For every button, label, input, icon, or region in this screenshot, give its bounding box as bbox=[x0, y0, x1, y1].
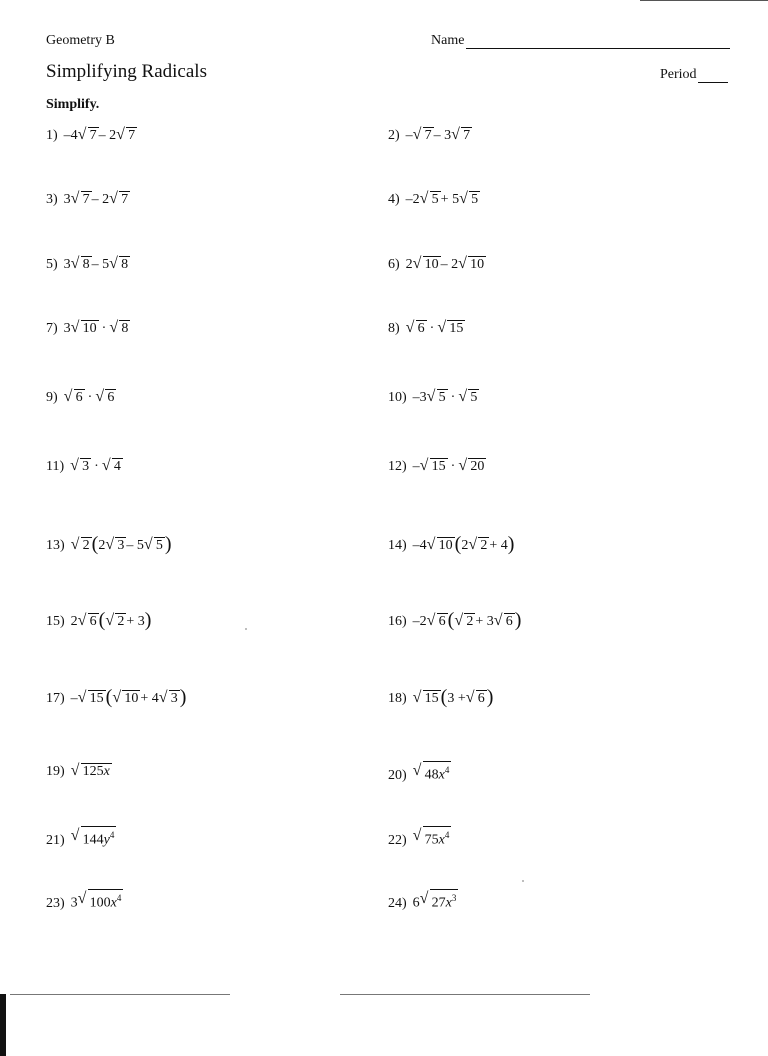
radical bbox=[428, 535, 455, 557]
coefficient: 2 bbox=[461, 538, 469, 553]
radicand: 125x bbox=[82, 764, 110, 779]
radical bbox=[460, 189, 480, 211]
open-paren: ( bbox=[98, 609, 106, 631]
instructions: Simplify. bbox=[46, 97, 100, 112]
radicand: 3 bbox=[82, 459, 90, 474]
coefficient: –4 bbox=[63, 128, 78, 143]
problem-number: 22) bbox=[388, 832, 407, 848]
radical bbox=[103, 456, 123, 478]
radicand: 10 bbox=[438, 538, 453, 553]
problem-18 bbox=[388, 686, 493, 708]
radical bbox=[421, 889, 459, 915]
radicand: 5 bbox=[471, 192, 479, 207]
radical bbox=[72, 826, 117, 852]
problem-23 bbox=[46, 889, 123, 911]
problem-5 bbox=[46, 254, 130, 276]
problem-number: 16) bbox=[388, 614, 407, 629]
radical bbox=[452, 125, 472, 147]
coefficient: –3 bbox=[412, 390, 427, 405]
problem-15 bbox=[46, 609, 151, 631]
radical bbox=[117, 125, 137, 147]
coefficient: 6 bbox=[412, 895, 420, 911]
radicand: 6 bbox=[75, 390, 83, 405]
problem-number: 6) bbox=[388, 257, 400, 272]
problem-16 bbox=[388, 609, 521, 631]
close-paren: ) bbox=[164, 533, 172, 555]
problem-19 bbox=[46, 761, 112, 783]
problem-number: 1) bbox=[46, 128, 58, 143]
radical bbox=[72, 535, 92, 557]
problem-21 bbox=[46, 826, 116, 848]
problem-number: 5) bbox=[46, 257, 58, 272]
coefficient: 3 bbox=[63, 321, 71, 336]
radicand: 7 bbox=[82, 192, 90, 207]
problem-number: 14) bbox=[388, 538, 407, 553]
exponent: 4 bbox=[109, 830, 115, 840]
problem-6 bbox=[388, 254, 486, 276]
operator: · bbox=[101, 321, 107, 336]
radicand: 6 bbox=[89, 614, 97, 629]
close-paren: ) bbox=[514, 609, 522, 631]
radicand: 15 bbox=[431, 459, 446, 474]
radicand: 2 bbox=[117, 614, 125, 629]
operator: – 5 bbox=[126, 538, 144, 553]
problem-number: 21) bbox=[46, 832, 65, 848]
radical bbox=[414, 761, 452, 787]
radical bbox=[145, 535, 165, 557]
radicand: 8 bbox=[121, 257, 129, 272]
problem-number: 15) bbox=[46, 614, 65, 629]
problem-12 bbox=[388, 456, 486, 478]
radical bbox=[106, 611, 126, 633]
scan-speck bbox=[522, 880, 524, 882]
variable: x bbox=[110, 895, 117, 911]
radical bbox=[407, 318, 427, 340]
radical bbox=[79, 611, 99, 633]
close-paren: ) bbox=[144, 609, 152, 631]
radical bbox=[96, 387, 116, 409]
radical bbox=[459, 456, 486, 478]
exponent: 4 bbox=[444, 830, 450, 840]
problem-10 bbox=[388, 387, 479, 409]
problem-number: 17) bbox=[46, 691, 65, 706]
problem-11 bbox=[46, 456, 123, 478]
variable: x bbox=[438, 767, 445, 783]
radical bbox=[467, 688, 487, 710]
operator: + 5 bbox=[440, 192, 460, 207]
problem-number: 23) bbox=[46, 895, 65, 911]
coefficient: –2 bbox=[405, 192, 420, 207]
radicand-base: 27x bbox=[431, 895, 452, 911]
operator: 3 + bbox=[447, 691, 466, 706]
radicand: 15 bbox=[449, 321, 464, 336]
radicand-base: 75x bbox=[424, 832, 445, 848]
radicand: 3 bbox=[170, 691, 178, 706]
problem-9 bbox=[46, 387, 116, 409]
radical bbox=[72, 189, 92, 211]
problem-number: 24) bbox=[388, 895, 407, 911]
radicand: 6 bbox=[438, 614, 446, 629]
period-field[interactable] bbox=[660, 67, 728, 83]
radical bbox=[160, 688, 180, 710]
problem-number: 9) bbox=[46, 390, 58, 405]
operator: + 4 bbox=[140, 691, 159, 706]
worksheet-title: Simplifying Radicals bbox=[46, 61, 207, 82]
radical bbox=[455, 611, 475, 633]
problem-13 bbox=[46, 533, 172, 555]
problem-number: 3) bbox=[46, 192, 58, 207]
coefficient: 3 bbox=[63, 257, 71, 272]
radical bbox=[414, 125, 434, 147]
radicand-base: 144y bbox=[82, 832, 110, 848]
radicand: 15 bbox=[424, 691, 439, 706]
open-paren: ( bbox=[454, 533, 462, 555]
radicand: 10 bbox=[82, 321, 97, 336]
radicand: 5 bbox=[438, 390, 446, 405]
radicand: 7 bbox=[89, 128, 97, 143]
radicand: 7 bbox=[463, 128, 471, 143]
coefficient: – bbox=[70, 691, 78, 706]
radicand: 4 bbox=[113, 459, 121, 474]
radical bbox=[438, 318, 465, 340]
operator: · bbox=[94, 459, 99, 474]
operator: – 3 bbox=[433, 128, 452, 143]
problem-number: 13) bbox=[46, 538, 65, 553]
coefficient: –2 bbox=[412, 614, 427, 629]
problem-24 bbox=[388, 889, 458, 911]
problem-20 bbox=[388, 761, 451, 783]
radicand: 5 bbox=[470, 390, 478, 405]
exponent: 3 bbox=[451, 893, 457, 903]
problem-number: 12) bbox=[388, 459, 407, 474]
radicand: 10 bbox=[124, 691, 139, 706]
problem-3 bbox=[46, 189, 130, 211]
radical bbox=[469, 535, 489, 557]
radicand: 8 bbox=[82, 257, 90, 272]
radicand: 7 bbox=[424, 128, 432, 143]
problem-22 bbox=[388, 826, 451, 848]
radical bbox=[414, 254, 441, 276]
radicand: 6 bbox=[417, 321, 425, 336]
operator: – 2 bbox=[440, 257, 459, 272]
radical bbox=[113, 688, 140, 710]
radical bbox=[414, 826, 452, 852]
radicand: 10 bbox=[424, 257, 439, 272]
problem-4 bbox=[388, 189, 480, 211]
problem-number: 10) bbox=[388, 390, 407, 405]
operator: + 4 bbox=[489, 538, 508, 553]
problem-number: 2) bbox=[388, 128, 400, 143]
variable: x bbox=[438, 832, 445, 848]
radical bbox=[495, 611, 515, 633]
radicand: 8 bbox=[121, 321, 129, 336]
radical bbox=[459, 387, 479, 409]
scan-edge-line-top bbox=[640, 0, 768, 1]
radicand: 5 bbox=[155, 538, 163, 553]
radical bbox=[110, 318, 130, 340]
scan-edge-line-bottom bbox=[340, 994, 590, 995]
radicand: 15 bbox=[89, 691, 104, 706]
coefficient: 3 bbox=[70, 895, 78, 911]
radicand: 2 bbox=[82, 538, 90, 553]
radical bbox=[414, 688, 441, 710]
radical bbox=[79, 688, 106, 710]
radical bbox=[79, 889, 124, 915]
problem-17 bbox=[46, 686, 186, 708]
coefficient: 2 bbox=[405, 257, 413, 272]
problem-7 bbox=[46, 318, 130, 340]
operator: – 2 bbox=[91, 192, 110, 207]
coefficient: 2 bbox=[98, 538, 106, 553]
radical bbox=[421, 189, 441, 211]
variable: x bbox=[103, 764, 110, 779]
radicand bbox=[81, 826, 117, 849]
name-blank-line[interactable] bbox=[466, 36, 730, 49]
radical bbox=[428, 611, 448, 633]
operator: – 2 bbox=[98, 128, 117, 143]
course-label: Geometry B bbox=[46, 33, 115, 48]
operator: · bbox=[87, 390, 93, 405]
problem-number: 19) bbox=[46, 764, 65, 779]
radical bbox=[459, 254, 486, 276]
coefficient: 2 bbox=[70, 614, 78, 629]
scan-edge-line-bottom bbox=[10, 994, 230, 995]
radical bbox=[421, 456, 448, 478]
radicand: 20 bbox=[470, 459, 485, 474]
open-paren: ( bbox=[447, 609, 455, 631]
open-paren: ( bbox=[105, 686, 113, 708]
operator: + 3 bbox=[126, 614, 145, 629]
open-paren: ( bbox=[91, 533, 99, 555]
radicand: 5 bbox=[431, 192, 439, 207]
radical bbox=[65, 387, 85, 409]
coefficient: –4 bbox=[412, 538, 427, 553]
coefficient: 3 bbox=[63, 192, 71, 207]
radicand: 7 bbox=[121, 192, 129, 207]
operator: + 3 bbox=[475, 614, 494, 629]
radical bbox=[428, 387, 448, 409]
radicand: 6 bbox=[505, 614, 513, 629]
radical bbox=[79, 125, 99, 147]
operator: – 5 bbox=[91, 257, 110, 272]
operator: · bbox=[450, 459, 456, 474]
problem-number: 4) bbox=[388, 192, 400, 207]
radicand-base: 48x bbox=[424, 767, 445, 783]
radical bbox=[72, 318, 99, 340]
radicand: 6 bbox=[477, 691, 485, 706]
close-paren: ) bbox=[507, 533, 515, 555]
radicand: 2 bbox=[466, 614, 474, 629]
radicand: 6 bbox=[107, 390, 115, 405]
operator: · bbox=[429, 321, 435, 336]
coefficient: – bbox=[412, 459, 420, 474]
radicand bbox=[88, 889, 124, 912]
radical bbox=[110, 254, 130, 276]
close-paren: ) bbox=[486, 686, 494, 708]
name-field[interactable] bbox=[431, 33, 730, 49]
radicand-base: 100x bbox=[89, 895, 117, 911]
radical bbox=[71, 456, 91, 478]
radical bbox=[106, 535, 126, 557]
radical bbox=[72, 761, 112, 783]
problem-number: 7) bbox=[46, 321, 58, 336]
radicand: 2 bbox=[480, 538, 488, 553]
exponent: 4 bbox=[444, 765, 450, 775]
radicand bbox=[423, 761, 452, 784]
problem-8 bbox=[388, 318, 465, 340]
radicand bbox=[430, 889, 459, 912]
variable: y bbox=[103, 832, 110, 848]
radicand: 7 bbox=[128, 128, 136, 143]
open-paren: ( bbox=[440, 686, 448, 708]
problem-1 bbox=[46, 125, 137, 147]
period-label: Period bbox=[660, 67, 697, 82]
operator: · bbox=[450, 390, 456, 405]
name-label: Name bbox=[431, 33, 465, 48]
close-paren: ) bbox=[179, 686, 187, 708]
scan-edge-bar bbox=[0, 994, 6, 1056]
scan-speck bbox=[245, 628, 247, 630]
period-blank-line[interactable] bbox=[698, 71, 728, 83]
radicand: 3 bbox=[117, 538, 125, 553]
problem-number: 20) bbox=[388, 767, 407, 783]
radicand: 10 bbox=[470, 257, 485, 272]
problem-number: 8) bbox=[388, 321, 400, 336]
variable: x bbox=[445, 895, 452, 911]
radical bbox=[72, 254, 92, 276]
radicand bbox=[423, 826, 452, 849]
problem-14 bbox=[388, 533, 514, 555]
problem-number: 18) bbox=[388, 691, 407, 706]
problem-2 bbox=[388, 125, 472, 147]
coefficient: – bbox=[405, 128, 413, 143]
radical bbox=[110, 189, 130, 211]
exponent: 4 bbox=[116, 893, 122, 903]
problem-number: 11) bbox=[46, 459, 65, 474]
